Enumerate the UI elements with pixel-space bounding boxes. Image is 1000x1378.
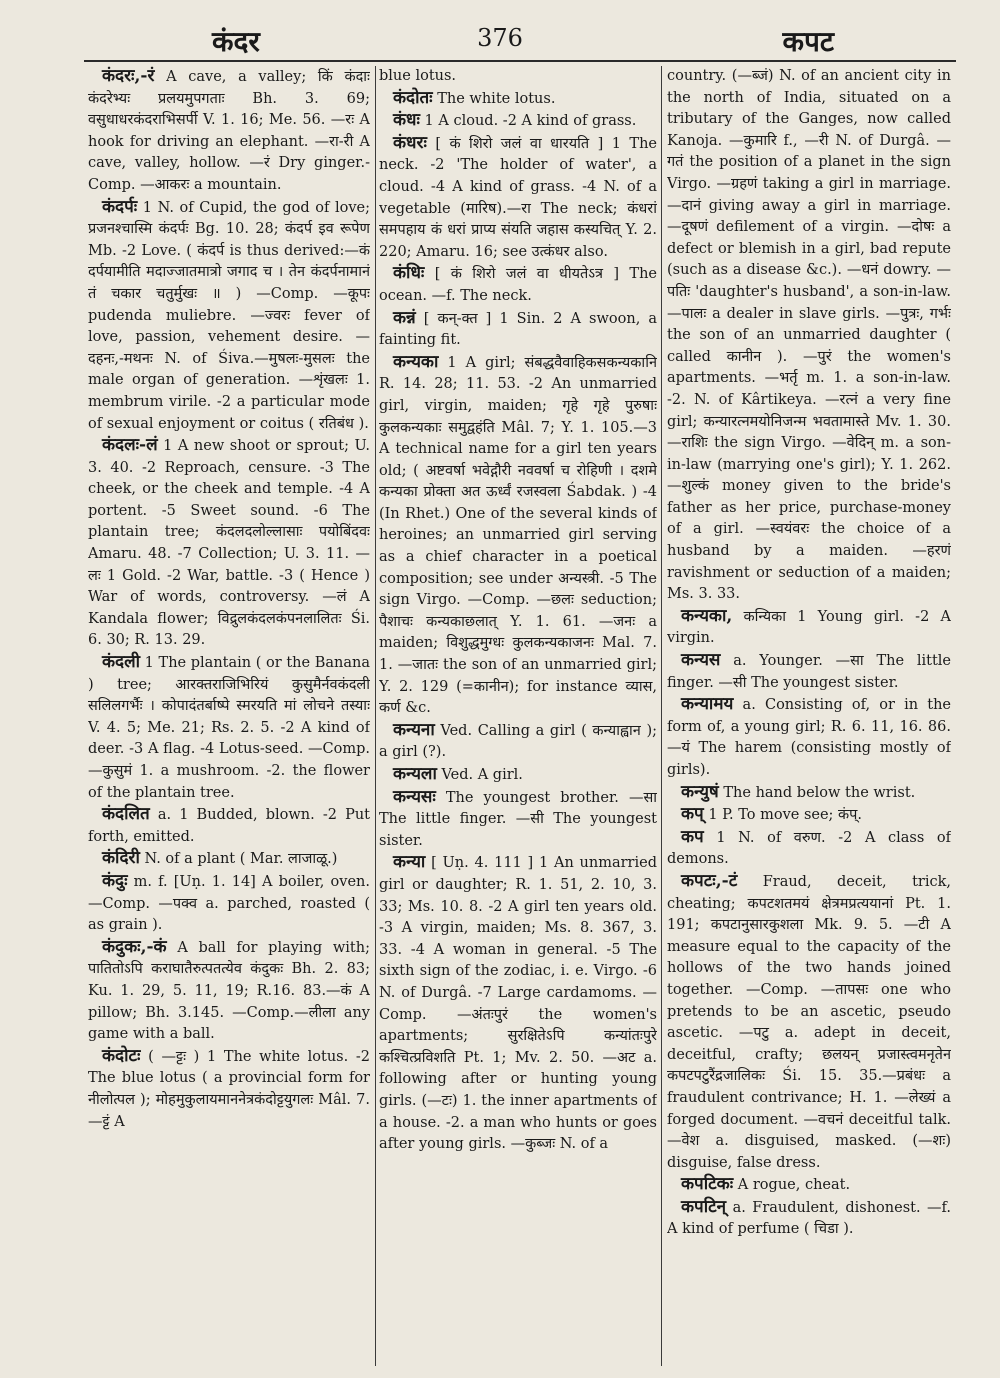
dictionary-entry: कंदलित a. 1 Budded, blown. -2 Put forth, emitted. [88,804,370,845]
headword: कंदर्पः [102,196,138,217]
page-number: 376 [477,24,523,52]
headword: कंदोतः [393,87,433,108]
dictionary-entry: कंदुः m. f. [Uṇ. 1. 14] A boiler, oven. —Comp. —पक्व a. parched, roasted ( as grain ). [88,870,370,934]
dictionary-entry: कन्या [ Uṇ. 4. 111 ] 1 An unmarried girl or daughter; R. 1. 51, 2. 10, 3. 33; Ms. 10. 8. -2 A girl ten years old. -3 A virgin, maiden; Ms. 8. 367, 3. 33. -4 A woman in general. -5 The sixth sign of the zodiac, i. e. Virgo. -6 N. of Durgâ. -7 Large cardamoms. —Comp. —अंतःपुरं the women's apartments; सुरक्षितेऽपि कन्यांतःपुरे कश्चित्प्रविशति Pt. 1; Mv. 2. 50. —अट a. following after or hunting young girls. (—टः) 1. the inner apartments of a house. -2. a man who hunts or goes after young girls. —कुब्जः N. of a [379,852,657,1153]
headword: कंधिः [393,263,425,284]
headword: कप् [681,804,704,825]
header-rule [84,60,956,62]
dictionary-entry: कंदर्पः 1 N. of Cupid, the god of love; प्रजनश्चास्मि कंदर्पः Bg. 10. 28; कंदर्प इव रूपेण Mb. -2 Love. ( कंदर्प is thus derived:—कं दर्पयामीति मदाज्जातमात्रो जगाद च । तेन कंदर्पनामानं तं चकार चतुर्मुखः ॥ ) —Comp. —कूपः pudenda muliebre. —ज्वरः fever of love, passion, vehement desire. —दहनः,-मथनः N. of Śiva.—मुषलः-मुसलः the male organ of generation. —शृंखलः 1. membrum virile. -2 a particular mode of sexual enjoyment or coitus ( रतिबंध ). [88,196,370,432]
headword: कपटिकः [681,1174,734,1195]
headword: कन्युषं [681,781,719,802]
dictionary-entry: कंदली 1 The plantain ( or the Banana ) tree; आरक्तराजिभिरियं कुसुमैर्नवकंदली सलिलगर्भैः । कोपादंतर्बाष्पे स्मरयति मां लोचने तस्याः V. 4. 5; Me. 21; Rs. 2. 5. -2 A kind of deer. -3 A flag. -4 Lotus-seed. —Comp. —कुसुमं 1. a mushroom. -2. the flower of the plantain tree. [88,652,370,801]
dictionary-entry: कन्यका 1 A girl; संबद्धवैवाहिकसकन्यकानि R. 14. 28; 11. 53. -2 An unmarried girl, virgin, maiden; गृहे गृहे पुरुषाः कुलकन्यकाः समुद्वहंति Mâl. 7; Y. 1. 105.—3 A technical name for a girl ten years old; ( अष्टवर्षा भवेद्गौरी नववर्षा च रोहिणी । दशमे कन्यका प्रोक्ता अत ऊर्ध्वं रजस्वला Śabdak. ) -4 (In Rhet.) One of the several kinds of heroines; an unmarried girl serving as a chief character in a poetical composition; see under अन्यस्त्री. -5 The sign Virgo. —Comp. —छलः seduction; पैशाचः कन्यकाछलात् Y. 1. 61. —जनः a maiden; विशुद्धमुग्धः कुलकन्यकाजनः Mal. 7. 1. —जातः the son of an unmarried girl; Y. 2. 129 (=कानीन); for instance व्यास, कर्ण &c. [379,351,657,717]
column-2 [379,66,657,1366]
dictionary-entry: कपटिन् a. Fraudulent, dishonest. —f. A kind of perfume ( चिडा ). [667,1196,951,1238]
dictionary-entry: कंदोतः The white lotus. [393,87,556,108]
dictionary-entry: country. (—ब्जं) N. of an ancient city in the north of India, situated on a tributary of the Ganges, now called Kanoja. —कुमारि f., —री N. of Durgâ. —गतं the position of a planet in the sign Virgo. —ग्रहणं taking a girl in marriage. —दानं giving away a girl in marriage. —दूषणं defilement of a virgin. —दोषः a defect or blemish in a girl, bad repute (such as a disease &c.). —धनं dowry. —पतिः 'daughter's husband', a son-in-law. —पालः a dealer in slave girls. —पुत्रः, गर्भः the son of an unmarried daughter ( called कानीन ). —पुरं the women's apartments. —भर्तृ m. 1. a son-in-law. -2. N. of Kârtikeya. —रत्नं a very fine girl; कन्यारत्नमयोनिजन्म भवतामास्ते Mv. 1. 30. —राशिः the sign Virgo. —वेदिन् m. a son-in-law (marrying one's girl); Y. 1. 262. —शुल्कं money given to the bride's father as her price, purchase-money of a girl. —स्वयंवरः the choice of a husband by a maiden. —हरणं ravishment or seduction of a maiden; Ms. 3. 33. [667,68,951,603]
dictionary-entry: कपटः,-टं Fraud, deceit, trick, cheating; कपटशतमयं क्षेत्रमप्रत्ययानां Pt. 1. 191; कपटानुसारकुशला Mk. 9. 5. —टी A measure equal to the capacity of the hollows of the two hands joined together. —Comp. —तापसः one who pretends to be an ascetic, pseudo ascetic. —पटु a. adept in deceit, deceitful, crafty; छलयन् प्रजास्त्वमनृतेन कपटपटुरैंद्रजालिकः Śi. 15. 35.—प्रबंधः a fraudulent contrivance; H. 1. —लेख्यं a forged document. —वचनं deceitful talk. —वेश a. disguised, masked. (—शः) disguise, false dress. [667,870,951,1171]
dictionary-entry: कन्यका, कन्यिका 1 Young girl. -2 A virgin. [667,605,951,647]
dictionary-entry: कंदिरी N. of a plant ( Mar. लाजाळू.) [102,848,338,869]
headword: कन्यामय [681,694,734,715]
headword: कन्यका [393,351,439,372]
dictionary-entry: कन्युषं The hand below the wrist. [681,781,916,802]
dictionary-entry: कंदुकः,-कं A ball for playing with; पातितोऽपि कराघातैरुत्पतत्येव कंदुकः Bh. 2. 83; Ku. 1. 29, 5. 11, 19; R.16. 83.—कं A pillow; Bh. 3.145. —Comp.—लीला any game with a ball. [88,936,370,1043]
dictionary-entry: कंदोटः ( —ट्टः ) 1 The white lotus. -2 The blue lotus ( a provincial form for नीलोत्पल ); मोहमुकुलायमाननेत्रकंदोट्टयुगलः Mâl. 7. —ट्टं A [88,1045,370,1130]
headword: कंदुः [102,870,128,891]
dictionary-entry: कन्यामय a. Consisting of, or in the form of, a young girl; R. 6. 11, 16. 86. —यं The harem (consisting mostly of girls). [667,694,951,778]
column-divider [661,66,662,1366]
header-left-headword: कंदर [212,25,260,58]
headword: कंदिरी [102,848,140,869]
headword: कंदरः,-रं [102,66,155,86]
dictionary-entry: कंधरः [ कं शिरो जलं वा धारयति ] 1 The neck. -2 'The holder of water', a cloud. -4 A kind of grass. -4 N. of a vegetable (मारिष).—रा The neck; कंधरां समपहाय कं धरां प्राप्य संयति जहास कस्यचित् Y. 2. 220; Amaru. 16; see उत्कंधर also. [379,132,657,260]
headword: कंदलः-लं [102,435,158,456]
dictionary-entry: कंदलः-लं 1 A new shoot or sprout; U. 3. 40. -2 Reproach, censure. -3 The cheek, or the cheek and temple. -4 A portent. -5 Sweet sound. -6 The plantain tree; कंदलदलोल्लासाः पयोबिंदवः Amaru. 48. -7 Collection; U. 3. 11. —लः 1 Gold. -2 War, battle. -3 ( Hence ) War of words, controversy. —लं A Kandala flower; विद्रुलकंदलकंपनलालितः Śi. 6. 30; R. 13. 29. [88,435,370,649]
dictionary-entry: कन्यला Ved. A girl. [393,764,523,784]
dictionary-entry: कप 1 N. of वरुण. -2 A class of demons. [667,826,951,868]
dictionary-entry: कन्नं [ कन्-क्त ] 1 Sin. 2 A swoon, a fainting fit. [379,307,657,349]
headword: कंदुकः,-कं [102,936,167,957]
headword: कन्यस [681,650,721,671]
headword: कन्या [393,852,426,873]
headword: कंदोटः [102,1045,141,1066]
column-divider [375,66,376,1366]
headword: कन्यका, [681,605,733,626]
headword: कन्नं [393,307,416,328]
dictionary-entry: कंधः 1 A cloud. -2 A kind of grass. [393,110,637,131]
headword: कन्यना [393,719,435,740]
headword: कपटिन् [681,1196,727,1217]
headword: कपटः,-टं [681,870,738,891]
page-header [0,18,1000,62]
dictionary-entry: कंदरः,-रं A cave, a valley; किं कंदाः कंदरेभ्यः प्रलयमुपगताः Bh. 3. 69; वसुधाधरकंदराभिसर्पी V. 1. 16; Me. 56. —रः A hook for driving an elephant. —रा-री A cave, valley, hollow. —रं Dry ginger.-Comp. —आकरः a mountain. [88,66,370,193]
dictionary-entry: कन्यस a. Younger. —सा The little finger. —सी The youngest sister. [667,650,951,691]
headword: कन्यला [393,764,437,784]
headword: कंधः [393,110,420,131]
dictionary-entry: blue lotus. [379,68,457,84]
headword: कप [681,826,704,847]
headword: कंदली [102,652,141,673]
column-1 [88,66,370,1366]
dictionary-entry: कप् 1 P. To move see; कंप्. [681,804,863,825]
headword: कन्यसः [393,786,436,807]
dictionary-entry: कंधिः [ कं शिरो जलं वा धीयतेऽत्र ] The ocean. —f. The neck. [379,263,657,304]
column-3 [667,66,951,1366]
headword: कंदलित [102,804,150,825]
dictionary-entry: कपटिकः A rogue, cheat. [681,1174,851,1195]
dictionary-entry: कन्यना Ved. Calling a girl ( कन्याह्वान ); a girl (?). [379,719,657,761]
header-right-headword: कपट [782,25,834,58]
headword: कंधरः [393,132,427,153]
dictionary-entry: कन्यसः The youngest brother. —सा The little finger. —सी The youngest sister. [379,786,657,849]
